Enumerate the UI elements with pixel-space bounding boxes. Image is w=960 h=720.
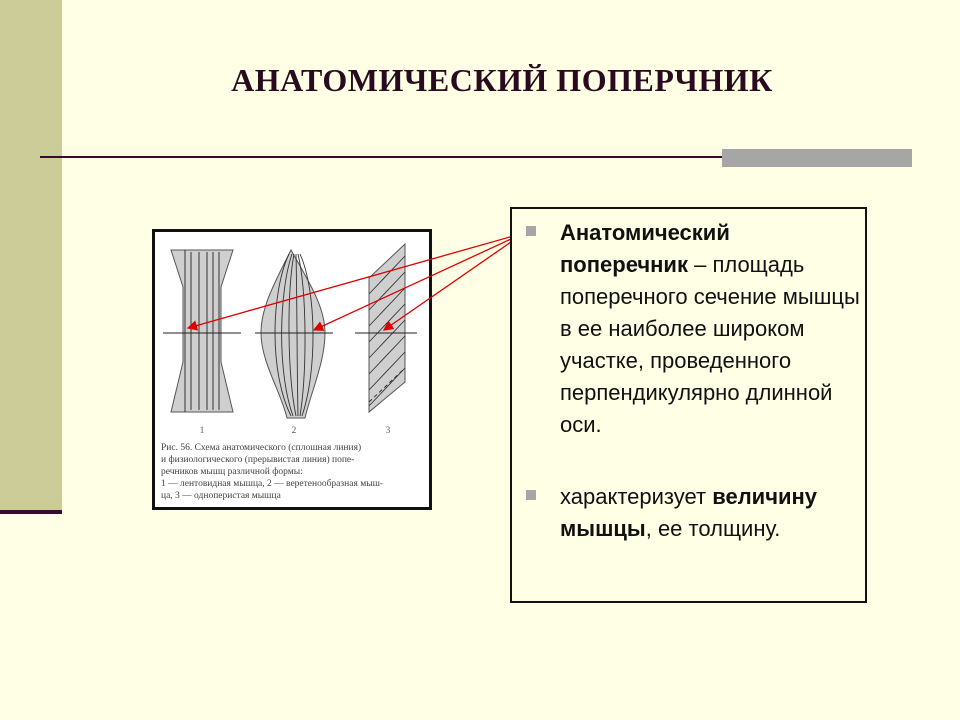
characteristic-post: , ее толщину. <box>645 516 781 541</box>
fusiform-muscle-drawing <box>255 250 333 418</box>
figure-number-1: 1 <box>199 425 205 435</box>
muscle-diagram <box>155 232 429 507</box>
figure-caption-line-2: и физиологического (прерывистая линия) попе- <box>161 455 355 465</box>
bullet-definition <box>560 217 860 441</box>
term-bold: Анатомический поперечник <box>560 220 730 277</box>
figure-number-3: 3 <box>385 425 391 435</box>
bullet-square-icon <box>526 490 536 500</box>
slide-title: АНАТОМИЧЕСКИЙ ПОПЕРЧНИК <box>231 62 773 98</box>
ribbon-muscle-drawing <box>163 250 241 412</box>
figure-caption-line-5: ца, 3 — одноперистая мышца <box>161 491 281 501</box>
muscle-figure <box>152 229 432 510</box>
unipennate-muscle-drawing <box>355 244 417 412</box>
left-band-rule <box>0 510 62 514</box>
definition-text-box <box>510 207 867 603</box>
figure-caption-line-4: 1 — лентовидная мышца, 2 — веретенообразная мыш- <box>161 479 384 489</box>
figure-caption-line-3: речников мышц различной формы: <box>161 467 303 477</box>
figure-number-2: 2 <box>291 425 297 435</box>
bullet-square-icon <box>526 226 536 236</box>
title-rule-accent <box>722 149 912 167</box>
characteristic-pre: характеризует <box>560 484 713 509</box>
figure-caption-line-1: Рис. 56. Схема анатомического (сплошная линия) <box>161 443 362 453</box>
bullet-characteristic <box>560 481 860 545</box>
characteristic-bold: величину мышцы <box>560 484 818 541</box>
definition-text: – площадь поперечного сечение мышцы в ее наиболее широком участке, проведенного перпендикулярно длинной оси. <box>560 252 860 437</box>
